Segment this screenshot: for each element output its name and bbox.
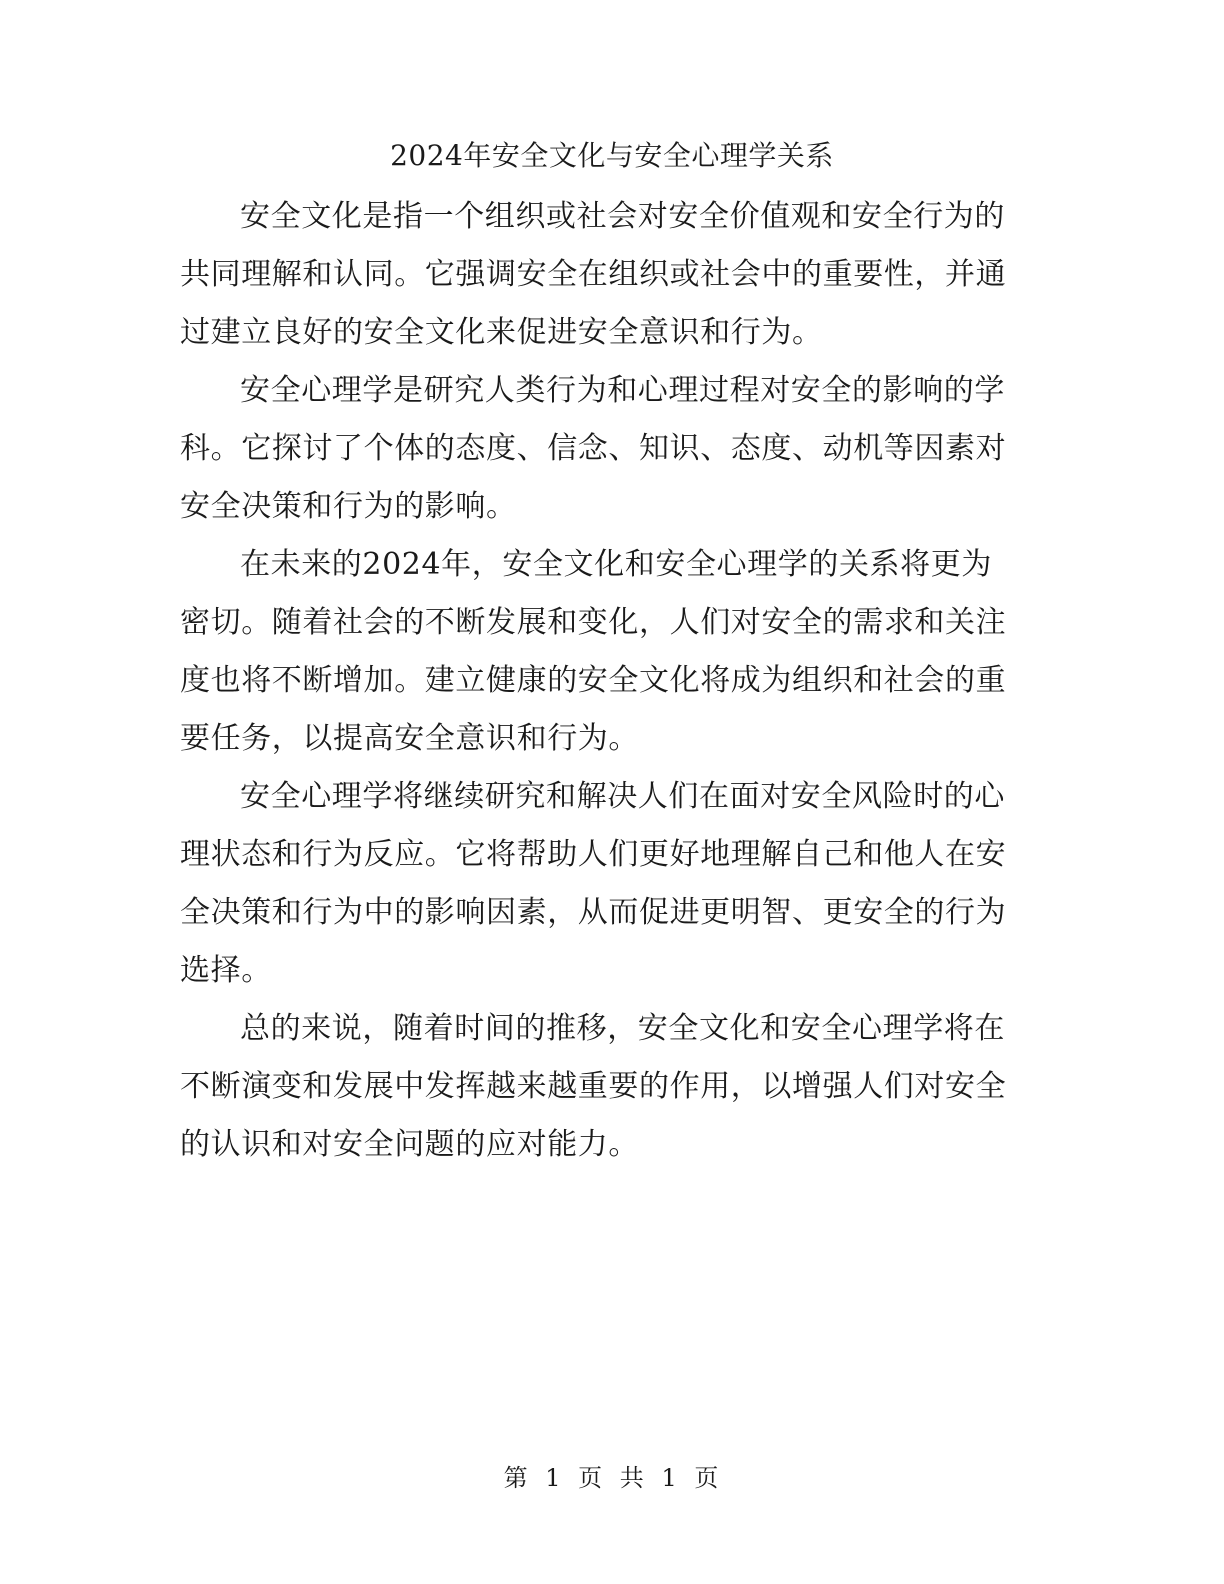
paragraph: 安全心理学将继续研究和解决人们在面对安全风险时的心理状态和行为反应。它将帮助人们更好地理解自己和他人在安全决策和行为中的影响因素，从而促进更明智、更安全的行为选择。 (180, 779, 1007, 988)
document-body (180, 188, 1020, 1174)
paragraph: 在未来的2024年，安全文化和安全心理学的关系将更为密切。随着社会的不断发展和变化，人们对安全的需求和关注度也将不断增加。建立健康的安全文化将成为组织和社会的重要任务，以提高安全意识和行为。 (180, 547, 1007, 756)
paragraph: 安全文化是指一个组织或社会对安全价值观和安全行为的共同理解和认同。它强调安全在组织或社会中的重要性，并通过建立良好的安全文化来促进安全意识和行为。 (180, 199, 1007, 350)
page-footer: 第 1 页 共 1 页 (503, 1464, 721, 1492)
paragraph: 总的来说，随着时间的推移，安全文化和安全心理学将在不断演变和发展中发挥越来越重要的作用，以增强人们对安全的认识和对安全问题的应对能力。 (180, 1011, 1007, 1162)
document-title: 2024年安全文化与安全心理学关系 (390, 139, 834, 172)
paragraph: 安全心理学是研究人类行为和心理过程对安全的影响的学科。它探讨了个体的态度、信念、知识、态度、动机等因素对安全决策和行为的影响。 (180, 373, 1007, 524)
